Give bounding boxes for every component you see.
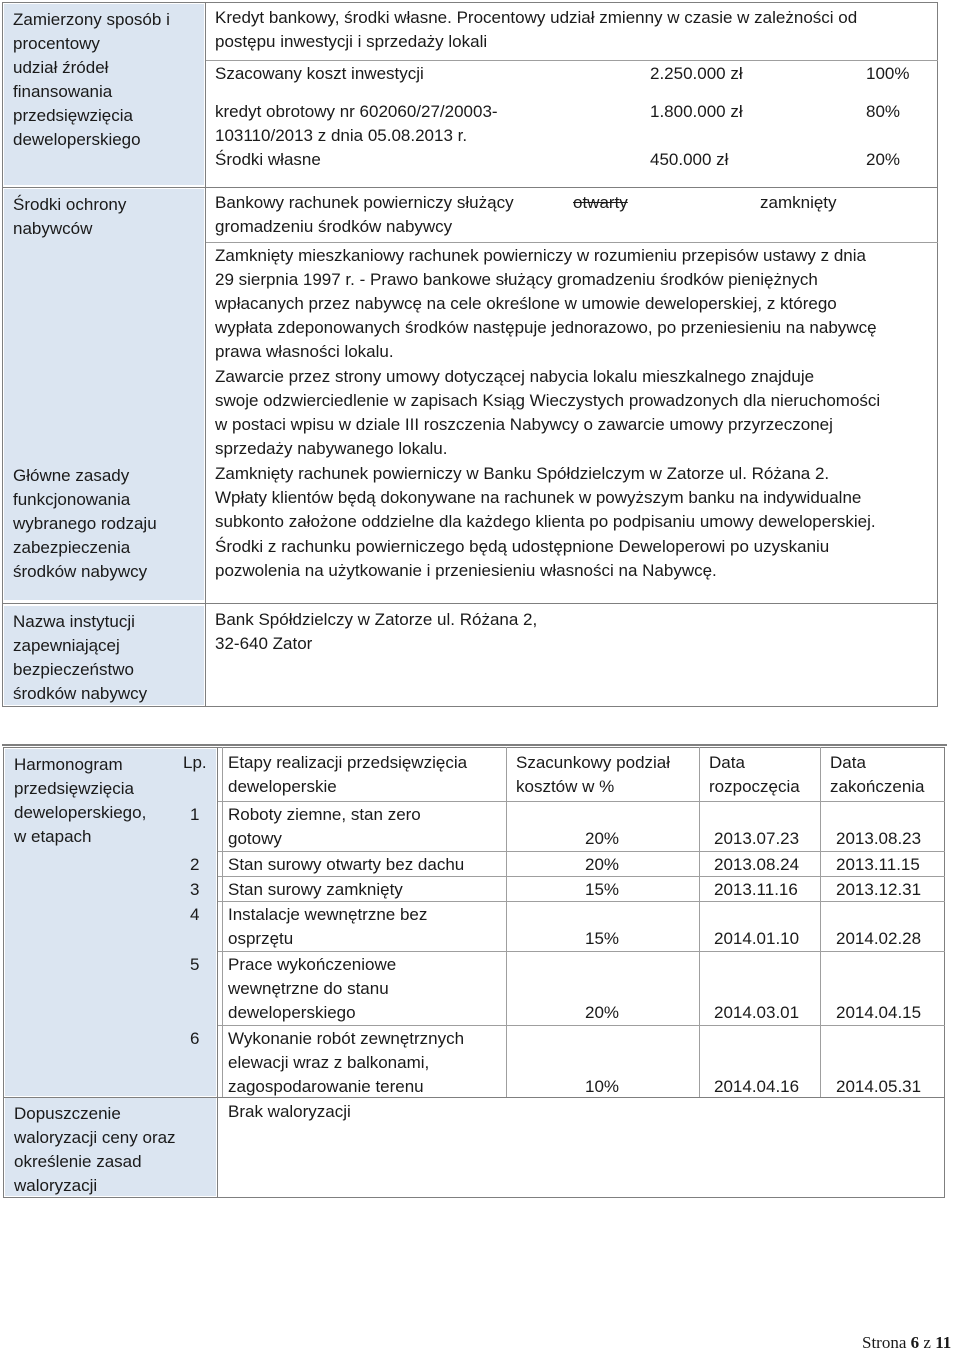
account-type: Bankowy rachunek powierniczy służący	[215, 193, 514, 212]
header-lp: Lp.	[183, 753, 207, 772]
stage-start: 2014.03.01	[714, 1003, 800, 1022]
stage-cost: 20%	[585, 1003, 620, 1022]
description-line: Zamknięty mieszkaniowy rachunek powierniczy w rozumieniu przepisów ustawy z dnia	[215, 246, 866, 265]
description-line: prawa własności lokalu.	[215, 342, 394, 361]
label-line: Środki ochrony	[13, 195, 127, 214]
stage-end: 2013.12.31	[836, 880, 922, 899]
cost-item-percent: 100%	[866, 64, 910, 83]
label-line: waloryzacji ceny oraz	[14, 1128, 176, 1147]
stage-name: Wykonanie robót zewnętrznych	[228, 1029, 465, 1048]
stage-name: zagospodarowanie terenu	[228, 1077, 424, 1096]
stage-start: 2013.08.24	[714, 855, 800, 874]
description-line: Zamknięty rachunek powierniczy w Banku Spółdzielczym w Zatorze ul. Różana 2.	[215, 464, 830, 483]
label-line: Główne zasady	[13, 466, 130, 485]
row-divider	[218, 1025, 945, 1026]
label-line: procentowy	[13, 34, 100, 53]
page-separator: z	[923, 1333, 931, 1352]
stage-end: 2014.05.31	[836, 1077, 922, 1096]
row-divider	[3, 1097, 945, 1098]
account-type: gromadzeniu środków nabywcy	[215, 217, 453, 236]
column-divider	[205, 2, 206, 707]
stage-cost: 20%	[585, 855, 620, 874]
stage-end: 2014.02.28	[836, 929, 922, 948]
option-open: otwarty	[573, 193, 628, 212]
stage-name: osprzętu	[228, 929, 294, 948]
description-line: Wpłaty klientów będą dokonywane na rachunek w powyższym banku na indywidualne	[215, 488, 862, 507]
column-divider	[217, 747, 218, 1198]
page-number	[862, 1331, 951, 1355]
label-line: waloryzacji	[14, 1176, 98, 1195]
stage-end: 2013.11.15	[836, 855, 920, 874]
cost-item-amount: 2.250.000 zł	[650, 64, 743, 83]
stage-cost: 15%	[585, 929, 620, 948]
cost-item-percent: 20%	[866, 150, 901, 169]
cost-item-amount: 1.800.000 zł	[650, 102, 743, 121]
label-line: określenie zasad	[14, 1152, 142, 1171]
column-divider	[699, 747, 700, 1097]
label-line: deweloperskiego	[13, 130, 141, 149]
financing-intro: Kredyt bankowy, środki własne. Procentowy udział zmienny w czasie w zależności od	[215, 8, 858, 27]
header-end: Data	[830, 753, 866, 772]
cost-item-percent: 80%	[866, 102, 901, 121]
label-line: wybranego rodzaju	[13, 514, 157, 533]
description-line: wypłata zdeponowanych środków następuje jednorazowo, po przeniesieniu na nabywcę	[215, 318, 877, 337]
header-cost: Szacunkowy podział	[516, 753, 671, 772]
header-start: rozpoczęcia	[709, 777, 800, 796]
cost-item-name: Szacowany koszt inwestycji	[215, 64, 424, 83]
label-line: udział źródeł	[13, 58, 109, 77]
current-page: 6	[910, 1333, 920, 1352]
cost-item-name: kredyt obrotowy nr 602060/27/20003-	[215, 102, 498, 121]
header-cost: kosztów w %	[516, 777, 615, 796]
table-top-rule	[2, 744, 947, 746]
header-stage: Etapy realizacji przedsięwzięcia	[228, 753, 468, 772]
description-line: pozwolenia na użytkowanie i przeniesieniu własności na Nabywcę.	[215, 561, 717, 580]
stage-start: 2014.04.16	[714, 1077, 800, 1096]
stage-name: Roboty ziemne, stan zero	[228, 805, 421, 824]
column-divider	[506, 747, 507, 1097]
table-border	[3, 747, 945, 1198]
stage-lp: 6	[190, 1029, 200, 1048]
header-start: Data	[709, 753, 745, 772]
stage-start: 2014.01.10	[714, 929, 800, 948]
stage-name: wewnętrzne do stanu	[228, 979, 389, 998]
label-line: zabezpieczenia	[13, 538, 131, 557]
stage-name: Stan surowy zamknięty	[228, 880, 403, 899]
stage-name: Prace wykończeniowe	[228, 955, 397, 974]
valorization-value: Brak waloryzacji	[228, 1102, 351, 1121]
row-divider	[218, 951, 945, 952]
stage-name: Instalacje wewnętrzne bez	[228, 905, 428, 924]
column-divider	[222, 747, 223, 1097]
stage-lp: 2	[190, 855, 200, 874]
label-line: finansowania	[13, 82, 113, 101]
description-line: 29 sierpnia 1997 r. - Prawo bankowe służący gromadzeniu środków pieniężnych	[215, 270, 818, 289]
label-line: zapewniającej	[13, 636, 120, 655]
cost-item-name: Środki własne	[215, 150, 321, 169]
label-line: deweloperskiego,	[14, 803, 147, 822]
label-line: bezpieczeństwo	[13, 660, 134, 679]
label-line: Harmonogram	[14, 755, 123, 774]
label-line: nabywców	[13, 219, 93, 238]
label-line: Zamierzony sposób i	[13, 10, 170, 29]
stage-name: gotowy	[228, 829, 282, 848]
stage-end: 2013.08.23	[836, 829, 922, 848]
label-line: przedsięwzięcia	[13, 106, 133, 125]
cost-item-name: 103110/2013 z dnia 05.08.2013 r.	[215, 126, 468, 145]
stage-end: 2014.04.15	[836, 1003, 922, 1022]
description-line: wpłacanych przez nabywcę na cele określone w umowie deweloperskiej, z którego	[215, 294, 837, 313]
institution-name: Bank Spółdzielczy w Zatorze ul. Różana 2,	[215, 610, 538, 629]
total-pages: 11	[935, 1333, 952, 1352]
row-divider	[218, 801, 945, 802]
stage-name: deweloperskiego	[228, 1003, 356, 1022]
label-line: w etapach	[14, 827, 92, 846]
stage-name: elewacji wraz z balkonami,	[228, 1053, 430, 1072]
stage-lp: 5	[190, 955, 200, 974]
label-line: środków nabywcy	[13, 562, 148, 581]
financing-intro: postępu inwestycji i sprzedaży lokali	[215, 32, 488, 51]
stage-start: 2013.07.23	[714, 829, 800, 848]
header-end: zakończenia	[830, 777, 925, 796]
option-closed: zamknięty	[760, 193, 837, 212]
stage-cost: 10%	[585, 1077, 620, 1096]
label-line: Dopuszczenie	[14, 1104, 121, 1123]
description-line: Zawarcie przez strony umowy dotyczącej nabycia lokalu mieszkalnego znajduje	[215, 367, 815, 386]
stage-start: 2013.11.16	[714, 880, 798, 899]
stage-cost: 15%	[585, 880, 620, 899]
page-prefix: Strona	[862, 1333, 907, 1352]
row-divider	[206, 60, 938, 61]
stage-lp: 4	[190, 905, 200, 924]
column-divider	[820, 747, 821, 1097]
label-line: Nazwa instytucji	[13, 612, 135, 631]
row-divider	[206, 242, 938, 243]
stage-lp: 1	[190, 805, 200, 824]
row-divider	[218, 851, 945, 852]
stage-name: Stan surowy otwarty bez dachu	[228, 855, 465, 874]
stage-lp: 3	[190, 880, 200, 899]
institution-address: 32-640 Zator	[215, 634, 313, 653]
stage-cost: 20%	[585, 829, 620, 848]
description-line: sprzedaży nabywanego lokalu.	[215, 439, 448, 458]
cost-item-amount: 450.000 zł	[650, 150, 729, 169]
description-line: w postaci wpisu w dziale III roszczenia Nabywcy o zawarcie umowy przyrzeczonej	[215, 415, 833, 434]
label-line: środków nabywcy	[13, 684, 148, 703]
label-line: funkcjonowania	[13, 490, 131, 509]
row-divider	[2, 603, 938, 604]
row-divider	[2, 187, 938, 188]
description-line: subkonto założone oddzielne dla każdego klienta po podpisaniu umowy deweloperskiej.	[215, 512, 876, 531]
description-line: swoje odzwierciedlenie w zapisach Ksiąg Wieczystych prowadzonych dla nieruchomości	[215, 391, 881, 410]
description-line: Środki z rachunku powierniczego będą udostępnione Deweloperowi po uzyskaniu	[215, 537, 830, 556]
label-line: przedsięwzięcia	[14, 779, 134, 798]
header-stage: deweloperskie	[228, 777, 337, 796]
